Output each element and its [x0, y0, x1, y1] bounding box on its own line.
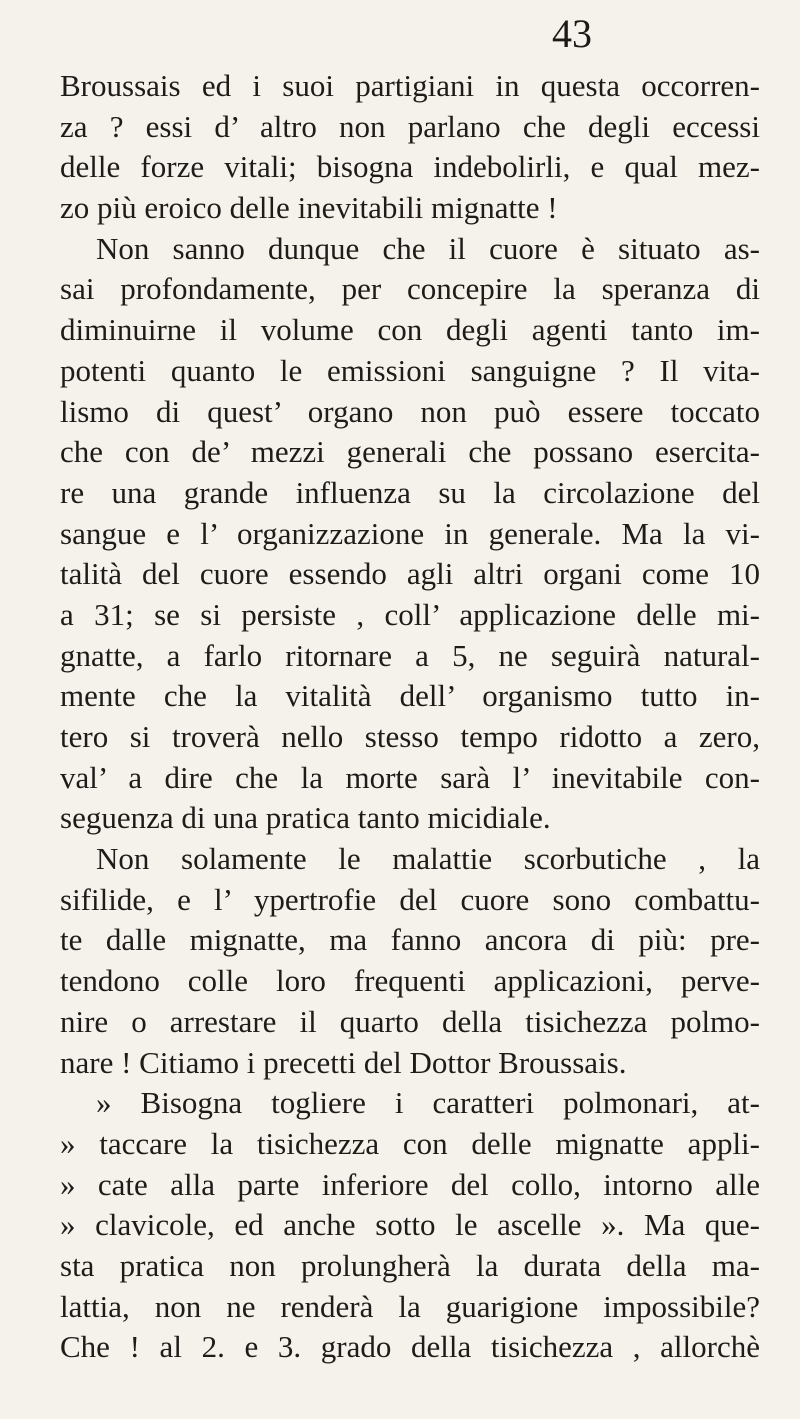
text-line: sifilide, e l’ ypertrofie del cuore sono combattu- — [60, 881, 760, 917]
quotation-line: » clavicole, ed anche sotto le ascelle ». Ma que- — [60, 1207, 760, 1243]
text-line: sai profondamente, per concepire la speranza di — [60, 271, 760, 307]
text-line: za ? essi d’ altro non parlano che degli eccessi — [60, 108, 760, 144]
text-line: val’ a dire che la morte sarà l’ inevitabile con- — [60, 759, 760, 795]
text-line: mente che la vitalità dell’ organismo tutto in- — [60, 678, 760, 714]
quotation-line: » taccare la tisichezza con delle mignatte appli- — [60, 1125, 760, 1161]
text-line: seguenza di una pratica tanto micidiale. — [60, 800, 551, 836]
paragraph-start-line: Non solamente le malattie scorbutiche , la — [96, 841, 760, 877]
text-line: tendono colle loro frequenti applicazioni, perve- — [60, 963, 760, 999]
text-line: tero si troverà nello stesso tempo ridotto a zero, — [60, 719, 760, 754]
quotation-line: » cate alla parte inferiore del collo, intorno alle — [60, 1166, 760, 1202]
text-line: zo più eroico delle inevitabili mignatte ! — [60, 190, 558, 226]
text-line: a 31; se si persiste , coll’ applicazione delle mi- — [60, 596, 760, 632]
text-line: che con de’ mezzi generali che possano esercita- — [60, 434, 760, 470]
text-line: potenti quanto le emissioni sanguigne ? Il vita- — [60, 352, 760, 388]
text-line: lattia, non ne renderà la guarigione impossibile? — [60, 1288, 760, 1324]
quotation-line: » Bisogna togliere i caratteri polmonari, at- — [96, 1085, 760, 1121]
text-line: lismo di quest’ organo non può essere toccato — [60, 393, 760, 429]
text-line: te dalle mignatte, ma fanno ancora di più: pre- — [60, 922, 760, 958]
text-line: delle forze vitali; bisogna indebolirli, e qual mez- — [60, 149, 760, 185]
text-line: sta pratica non prolungherà la durata della ma- — [60, 1247, 760, 1283]
text-line: Che ! al 2. e 3. grado della tisichezza , allorchè — [60, 1329, 760, 1365]
paragraph-start-line: Non sanno dunque che il cuore è situato as- — [96, 230, 760, 266]
text-line: nare ! Citiamo i precetti del Dottor Broussais. — [60, 1044, 627, 1080]
text-line: diminuirne il volume con degli agenti tanto im- — [60, 312, 760, 348]
text-line: Broussais ed i suoi partigiani in questa occorren- — [60, 68, 760, 103]
text-line: gnatte, a farlo ritornare a 5, ne seguirà natural- — [60, 637, 760, 673]
text-line: sangue e l’ organizzazione in generale. Ma la vi- — [60, 515, 760, 551]
text-line: nire o arrestare il quarto della tisichezza polmo- — [60, 1003, 760, 1039]
body-text — [60, 66, 760, 1368]
page-number: 43 — [552, 11, 592, 56]
text-line: re una grande influenza su la circolazione del — [60, 474, 760, 510]
text-line: talità del cuore essendo agli altri organi come 10 — [60, 556, 760, 592]
